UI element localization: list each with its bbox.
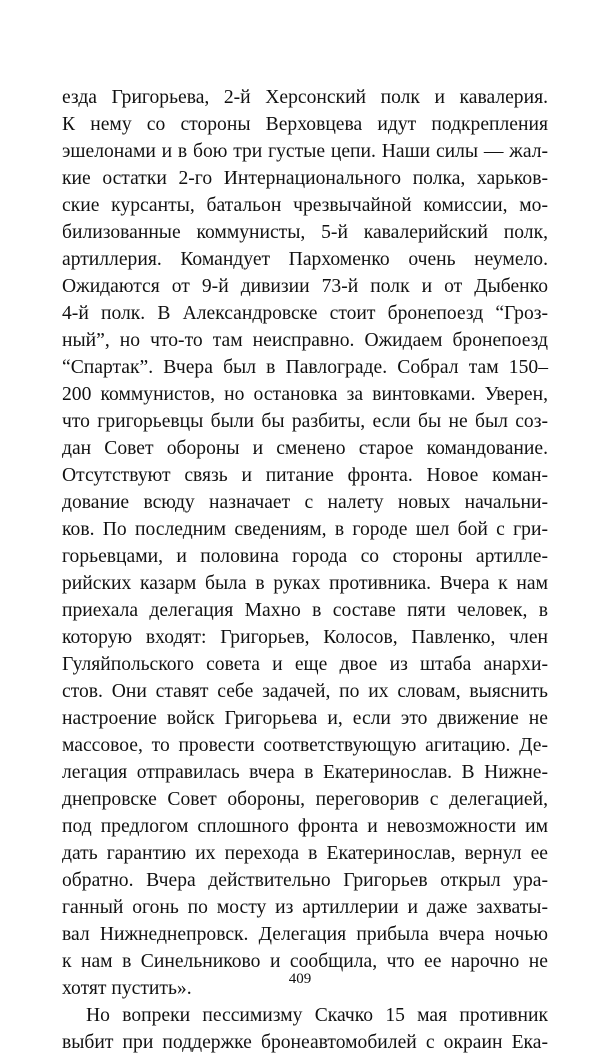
paragraph-last-line: хотят пустить». (62, 978, 192, 999)
text-line: дать гарантию их перехода в Екатеринослав, вернул ее (62, 843, 548, 864)
text-line: кие остатки 2-го Интернационального полка, харьков- (62, 168, 548, 189)
text-line: настроение войск Григорьева и, если это движение не (62, 708, 548, 729)
text-line: ские курсанты, батальон чрезвычайной комиссии, мо- (62, 195, 548, 216)
text-line: к нам в Синельниково и сообщила, что ее нарочно не (62, 951, 548, 972)
body-text (62, 84, 548, 1056)
text-line: Отсутствуют связь и питание фронта. Новое коман- (62, 465, 548, 486)
text-line: билизованные коммунисты, 5-й кавалерийский полк, (62, 222, 548, 243)
text-line: днепровске Совет обороны, переговорив с делегацией, (62, 789, 548, 810)
text-line: стов. Они ставят себе задачей, по их словам, выяснить (62, 681, 548, 702)
text-line: К нему со стороны Верховцева идут подкрепления (62, 114, 548, 135)
paragraph-first-line: Но вопреки пессимизму Скачко 15 мая противник (86, 1005, 548, 1026)
text-line: легация отправилась вчера в Екатеринослав. В Нижне- (62, 762, 548, 783)
text-line: вал Нижнеднепровск. Делегация прибыла вчера ночью (62, 924, 548, 945)
text-line: выбит при поддержке бронеавтомобилей с окраин Ека- (62, 1032, 548, 1053)
text-line: “Спартак”. Вчера был в Павлограде. Собрал там 150– (62, 357, 548, 378)
text-line: дование всюду назначает с налету новых начальни- (62, 492, 548, 513)
page-number: 409 (288, 971, 312, 987)
text-line: которую входят: Григорьев, Колосов, Павленко, член (62, 627, 548, 648)
text-line: ков. По последним сведениям, в городе шел бой с гри- (62, 519, 548, 540)
text-line: рийских казарм была в руках противника. Вчера к нам (62, 573, 548, 594)
text-line: 200 коммунистов, но остановка за винтовками. Уверен, (62, 384, 548, 405)
text-line: Гуляйпольского совета и еще двое из штаба анархи- (62, 654, 548, 675)
text-line: 4-й полк. В Александровске стоит бронепоезд “Гроз- (62, 303, 548, 324)
text-line: массовое, то провести соответствующую агитацию. Де- (62, 735, 548, 756)
text-line: езда Григорьева, 2-й Херсонский полк и кавалерия. (62, 87, 548, 108)
text-line: горьевцами, и половина города со стороны артилле- (62, 546, 548, 567)
text-line: обратно. Вчера действительно Григорьев открыл ура- (62, 870, 548, 891)
text-line: эшелонами и в бою три густые цепи. Наши силы — жал- (62, 141, 548, 162)
text-line: приехала делегация Махно в составе пяти человек, в (62, 600, 548, 621)
text-line: дан Совет обороны и сменено старое командование. (62, 438, 548, 459)
text-line: ганный огонь по мосту из артиллерии и даже захваты- (62, 897, 548, 918)
text-line: ный”, но что-то там неисправно. Ожидаем бронепоезд (62, 330, 548, 351)
text-line: Ожидаются от 9-й дивизии 73-й полк и от Дыбенко (62, 276, 548, 297)
text-line: артиллерия. Командует Пархоменко очень неумело. (62, 249, 548, 270)
text-line: под предлогом сплошного фронта и невозможности им (62, 816, 548, 837)
text-line: что григорьевцы были бы разбиты, если бы не был соз- (62, 411, 548, 432)
